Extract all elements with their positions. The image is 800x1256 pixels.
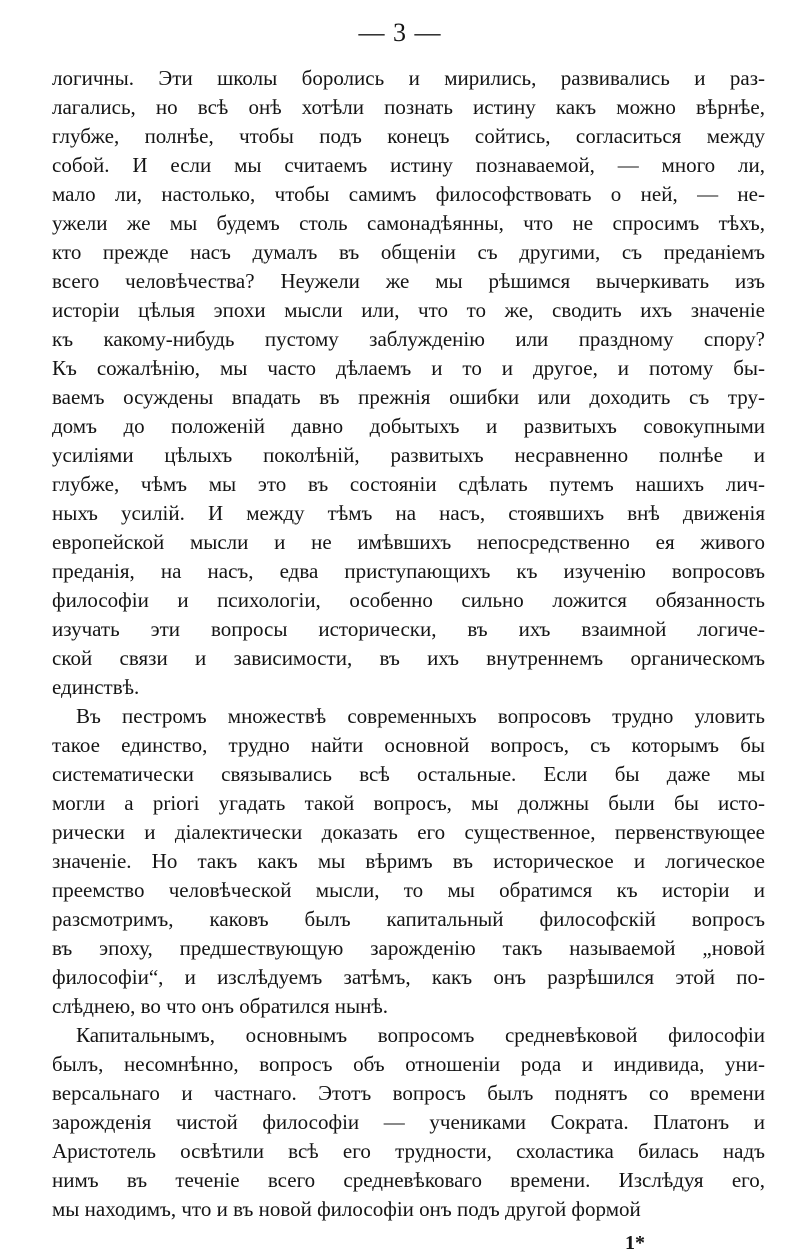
text-line: домъ до положеній давно добытыхъ и развитыхъ совокупными [52, 414, 765, 438]
text-line: преемство человѣческой мысли, то мы обратимся къ исторіи и [52, 878, 765, 902]
text-line: въ эпоху, предшествующую зарожденію такъ называемой „новой [52, 936, 765, 960]
text-line: былъ, несомнѣнно, вопросъ объ отношеніи рода и индивида, уни- [52, 1052, 765, 1076]
text-line: единствѣ. [52, 675, 140, 699]
text-line: Въ пестромъ множествѣ современныхъ вопросовъ трудно уловить [76, 704, 765, 728]
text-line: глубже, полнѣе, чтобы подъ конецъ сойтись, согласиться между [52, 124, 765, 148]
paragraph-3 [52, 1021, 765, 1224]
text-line: изучать эти вопросы исторически, въ ихъ взаимной логиче- [52, 617, 765, 641]
text-line: версальнаго и частнаго. Этотъ вопросъ былъ поднятъ со времени [52, 1081, 765, 1105]
text-line: глубже, чѣмъ мы это въ состояніи сдѣлать путемъ нашихъ лич- [52, 472, 765, 496]
text-line: собой. И если мы считаемъ истину познаваемой, — много ли, [52, 153, 765, 177]
text-line: мы находимъ, что и въ новой философіи онъ подъ другой формой [52, 1197, 641, 1221]
text-line: философіи“, и изслѣдуемъ затѣмъ, какъ онъ разрѣшился этой по- [52, 965, 765, 989]
paragraph-1 [52, 64, 765, 702]
text-line: исторіи цѣлыя эпохи мысли или, что то же, сводить ихъ значеніе [52, 298, 765, 322]
paragraph-2 [52, 702, 765, 1021]
text-line: европейской мысли и не имѣвшихъ непосредственно ея живого [52, 530, 765, 554]
text-line: усиліями цѣлыхъ поколѣній, развитыхъ несравненно полнѣе и [52, 443, 765, 467]
text-line: рически и діалектически доказать его существенное, первенствующее [52, 820, 765, 844]
text-line: Аристотель освѣтили всѣ его трудности, схоластика билась надъ [52, 1139, 765, 1163]
text-line: Капитальнымъ, основнымъ вопросомъ средневѣковой философіи [76, 1023, 765, 1047]
text-line: значеніе. Но такъ какъ мы вѣримъ въ историческое и логическое [52, 849, 765, 873]
text-line: къ какому-нибудь пустому заблужденію или праздному спору? [52, 327, 765, 351]
text-line: ской связи и зависимости, въ ихъ внутреннемъ органическомъ [52, 646, 765, 670]
page-body [52, 64, 765, 1224]
text-line: нимъ въ теченіе всего средневѣковаго времени. Изслѣдуя его, [52, 1168, 765, 1192]
text-line: разсмотримъ, каковъ былъ капитальный философскій вопросъ [52, 907, 765, 931]
text-line: ужели же мы будемъ столь самонадѣянны, что не спросимъ тѣхъ, [52, 211, 765, 235]
printer-signature-mark: 1* [625, 1232, 645, 1254]
text-line: такое единство, трудно найти основной вопросъ, съ которымъ бы [52, 733, 765, 757]
text-line: мало ли, настолько, чтобы самимъ философствовать о ней, — не- [52, 182, 765, 206]
text-line: лагались, но всѣ онѣ хотѣли познать истину какъ можно вѣрнѣе, [52, 95, 765, 119]
text-line: преданія, на насъ, едва приступающихъ къ изученію вопросовъ [52, 559, 765, 583]
page-number-header: — 3 — [358, 18, 442, 47]
text-line: могли a priori угадать такой вопросъ, мы должны были бы исто- [52, 791, 765, 815]
text-line: философіи и психологіи, особенно сильно ложится обязанность [52, 588, 765, 612]
text-line: ныхъ усилій. И между тѣмъ на насъ, стоявшихъ внѣ движенія [52, 501, 765, 525]
text-line: систематически связывались всѣ остальные. Если бы даже мы [52, 762, 765, 786]
text-line: кто прежде насъ думалъ въ общеніи съ другими, съ преданіемъ [52, 240, 765, 264]
text-line: Къ сожалѣнію, мы часто дѣлаемъ и то и другое, и потому бы- [52, 356, 765, 380]
text-line: ваемъ осуждены впадать въ прежнія ошибки или доходить съ тру- [52, 385, 765, 409]
text-line: зарожденія чистой философіи — учениками Сократа. Платонъ и [52, 1110, 765, 1134]
text-line: всего человѣчества? Неужели же мы рѣшимся вычеркивать изъ [52, 269, 765, 293]
text-line: слѣднею, во что онъ обратился нынѣ. [52, 994, 389, 1018]
text-line: логичны. Эти школы боролись и мирились, развивались и раз- [52, 66, 765, 90]
